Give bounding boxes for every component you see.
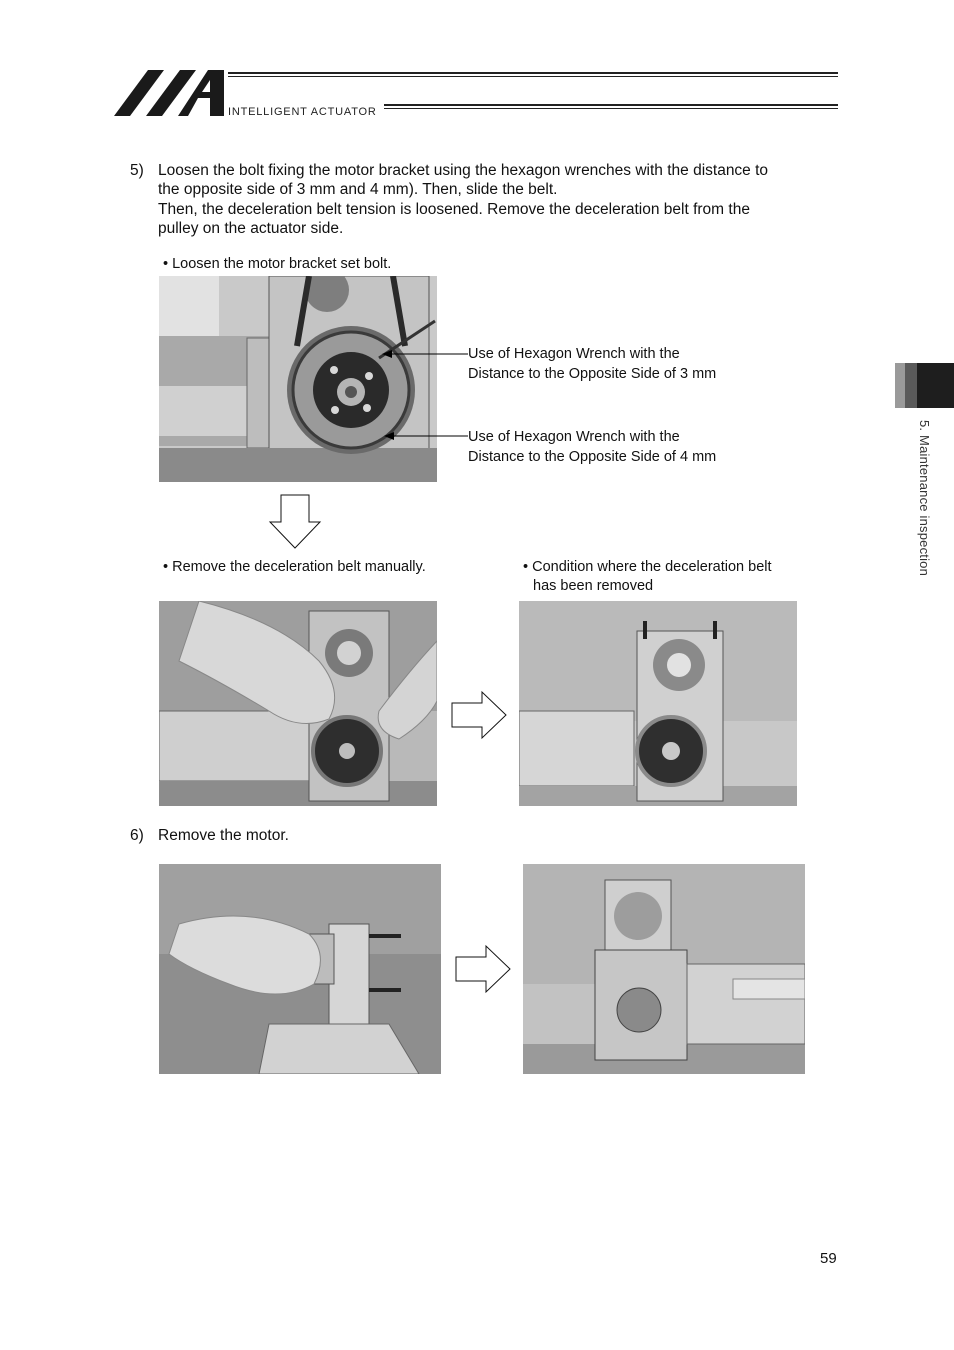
- arrow-down-icon: [268, 494, 322, 550]
- side-tab-block: [917, 363, 954, 408]
- caption-condition: • Condition where the deceleration belt: [523, 559, 772, 575]
- header-rule-bottom-thin: [384, 108, 838, 109]
- header-rule-top-thin: [228, 76, 838, 77]
- photo-motor-removed: [523, 864, 805, 1074]
- arrow-right-icon: [454, 944, 512, 994]
- brand-name: INTELLIGENT ACTUATOR: [228, 106, 377, 118]
- header-rule-bottom: [384, 104, 838, 106]
- callout-3mm: Distance to the Opposite Side of 3 mm: [468, 366, 717, 382]
- caption-loosen: • Loosen the motor bracket set bolt.: [163, 256, 392, 272]
- callout-4mm: Use of Hexagon Wrench with the: [468, 429, 680, 445]
- ia-logo-icon: [112, 68, 227, 118]
- photo-remove-belt: [159, 601, 437, 806]
- photo-remove-motor: [159, 864, 441, 1074]
- step-text-line: the opposite side of 3 mm and 4 mm). Then, slide the belt.: [158, 181, 558, 198]
- caption-remove-belt: • Remove the deceleration belt manually.: [163, 559, 426, 575]
- callout-arrows-icon: [370, 340, 470, 460]
- step-text-line: Then, the deceleration belt tension is loosened. Remove the deceleration belt from the: [158, 201, 750, 218]
- photo-belt-removed: [519, 601, 797, 806]
- side-tab-stripe-mid: [905, 363, 917, 408]
- step-number: 6): [130, 827, 144, 844]
- step-number: 5): [130, 162, 144, 179]
- arrow-right-icon: [450, 690, 508, 740]
- header-rule-top: [228, 72, 838, 74]
- step-text-line: pulley on the actuator side.: [158, 220, 344, 237]
- step-text-line: Remove the motor.: [158, 827, 289, 844]
- caption-condition: has been removed: [533, 578, 654, 594]
- chapter-label: 5. Maintenance inspection: [917, 420, 932, 577]
- callout-3mm: Use of Hexagon Wrench with the: [468, 346, 680, 362]
- step-text-line: Loosen the bolt fixing the motor bracket using the hexagon wrenches with the distance to: [158, 162, 769, 179]
- callout-4mm: Distance to the Opposite Side of 4 mm: [468, 449, 717, 465]
- page-number: 59: [820, 1250, 837, 1267]
- side-tab-stripe-light: [895, 363, 905, 408]
